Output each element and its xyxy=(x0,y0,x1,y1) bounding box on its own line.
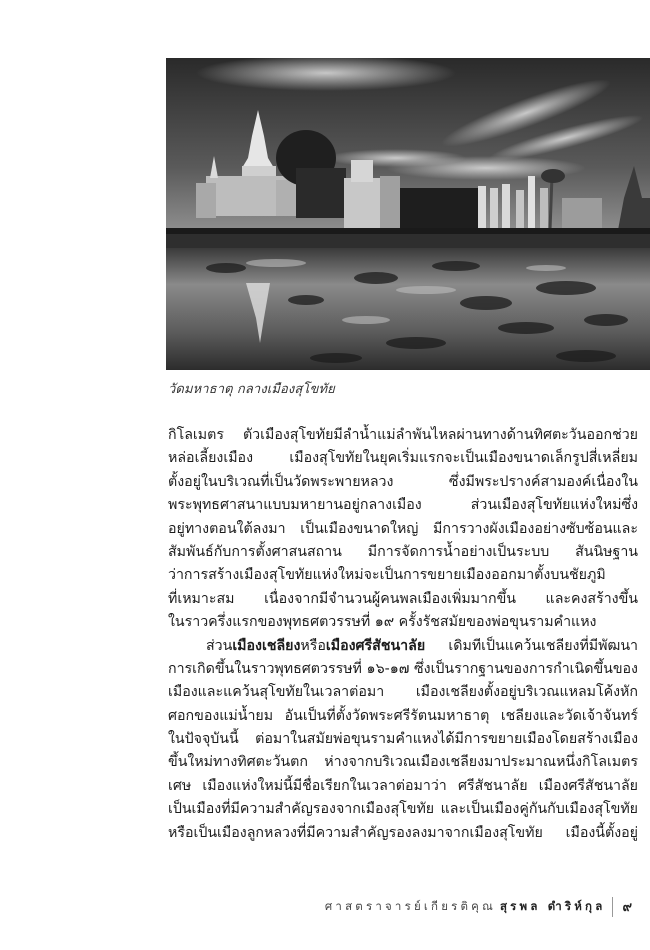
text-line: กิโลเมตร ตัวเมืองสุโขทัยมีลำน้ำแม่ลำพันไหลผ่านทางด้านทิศตะวันออกช่วย xyxy=(168,427,638,443)
footer-author: สุรพล ดำริห์กุล xyxy=(499,898,606,913)
text-fragment: เดิมทีเป็นแคว้นเชลียงที่มีพัฒนา xyxy=(425,637,638,654)
page-number: ๙ xyxy=(622,900,632,915)
text-line: การเกิดขึ้นในราวพุทธศตวรรษที่ ๑๖-๑๗ ซึ่งเป็นรากฐานของการกำเนิดขึ้นของ xyxy=(168,660,638,677)
text-line: หรือเป็นเมืองลูกหลวงที่มีความสำคัญรองลงมาจากเมืองสุโขทัย เมืองนี้ตั้งอยู่ xyxy=(168,824,638,841)
bold-term-si-satchanalai: เมืองศรีสัชนาลัย xyxy=(325,637,426,654)
body-text xyxy=(168,424,638,845)
text-line: ในราวครึ่งแรกของพุทธศตวรรษที่ ๑๙ ครั้งรัชสมัยของพ่อขุนรามคำแหง xyxy=(168,614,597,631)
text-line: ในปัจจุบันนี้ ต่อมาในสมัยพ่อขุนรามคำแหงได้มีการขยายเมืองโดยสร้างเมือง xyxy=(168,731,638,748)
text-line: เมืองและแคว้นสุโขทัยในเวลาต่อมา เมืองเชลียงตั้งอยู่บริเวณแหลมโค้งหัก xyxy=(168,684,638,701)
text-line: ว่าการสร้างเมืองสุโขทัยแห่งใหม่จะเป็นการขยายเมืองออกมาตั้งบนชัยภูมิ xyxy=(168,567,606,584)
footer-divider xyxy=(612,897,613,917)
wat-mahathat-photo-illustration xyxy=(166,58,650,370)
text-line: สัมพันธ์กับการตั้งศาสนสถาน มีการจัดการน้ำอย่างเป็นระบบ สันนิษฐาน xyxy=(168,543,638,560)
text-line: ตั้งอยู่ในบริเวณที่เป็นวัดพระพายหลวง ซึ่งมีพระปรางค์สามองค์เนื่องใน xyxy=(168,473,638,490)
page-footer xyxy=(325,896,632,917)
text-line: เศษ เมืองแห่งใหม่นี้มีชื่อเรียกในเวลาต่อมาว่า ศรีสัชนาลัย เมืองศรีสัชนาลัย xyxy=(168,777,638,794)
text-line: ที่เหมาะสม เนื่องจากมีจำนวนผู้คนพลเมืองเพิ่มมากขึ้น และคงสร้างขึ้น xyxy=(168,590,638,607)
text-line: หล่อเลี้ยงเมือง เมืองสุโขทัยในยุคเริ่มแรกจะเป็นเมืองขนาดเล็กรูปสี่เหลี่ยม xyxy=(168,450,638,467)
text-line: เป็นเมืองที่มีความสำคัญรองจากเมืองสุโขทัย และเป็นเมืองคู่กันกับเมืองสุโขทัย xyxy=(168,801,638,818)
text-line: พระพุทธศาสนาแบบมหายานอยู่กลางเมือง ส่วนเมืองสุโขทัยแห่งใหม่ซึ่ง xyxy=(168,497,638,514)
temple-photograph xyxy=(166,58,650,370)
text-fragment: ส่วน xyxy=(206,637,233,654)
footer-series-title: ศาสตราจารย์เกียรติคุณ xyxy=(324,898,496,913)
text-fragment: หรือ xyxy=(300,637,326,654)
text-line: ขึ้นใหม่ทางทิศตะวันตก ห่างจากบริเวณเมืองเชลียงมาประมาณหนึ่งกิโลเมตร xyxy=(168,754,638,771)
paragraph-2-first-line xyxy=(168,635,638,658)
photo-caption: วัดมหาธาตุ กลางเมืองสุโขทัย xyxy=(168,382,335,397)
text-line: อยู่ทางตอนใต้ลงมา เป็นเมืองขนาดใหญ่ มีการวางผังเมืองอย่างซับซ้อนและ xyxy=(168,520,638,537)
text-line: ศอกของแม่น้ำยม อันเป็นที่ตั้งวัดพระศรีรัตนมหาธาตุ เชลียงและวัดเจ้าจันทร์ xyxy=(168,707,638,724)
bold-term-chaliang: เมืองเชลียง xyxy=(232,637,301,654)
